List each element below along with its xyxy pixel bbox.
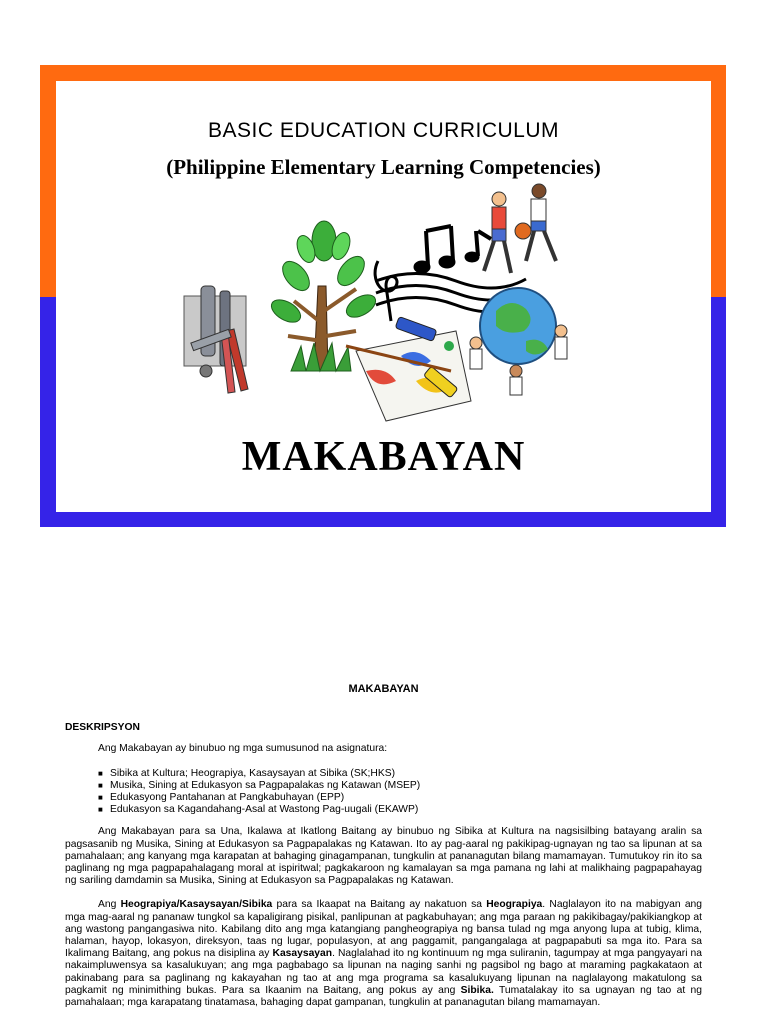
document-heading: MAKABAYAN <box>348 683 419 695</box>
cover-frame <box>40 65 726 527</box>
cover-panel <box>56 81 711 512</box>
list-item <box>98 804 702 816</box>
text-span: . Naglalahad ito ng kontinuum ng mga suliranin, tagumpay at mga pangyayari na nakaimpluwensya sa kasalukuyan; ang mga pagbabago sa lipunan na naging sanhi ng pagsibol ng bago at maraming pagkakataon at pakinabang para sa paglinang ng kakayahan ng tao at ang mga programa sa kasalukuyang lipunan na naglalayong makatulong sa pagkamit ng minimithing bukas. Para sa Ikaanim na Baitang, ang pokus ay ang <box>65 948 703 996</box>
globe-children-icon <box>470 288 567 395</box>
text-span: Tumatalakay ito sa ugnayan ng tao at ng pamahalaan; mga karapatang tinatamasa, bahaging dapat gampanan, tungkulin at pananagutan bilang mamamayan. <box>65 984 702 1009</box>
list-item-text: Edukasyong Pantahanan at Pangkabuhayan (EPP) <box>110 792 345 804</box>
section-heading: DESKRIPSYON <box>65 722 140 734</box>
paragraph-hks <box>65 899 702 1009</box>
intro-text: Ang Makabayan ay binubuo ng mga sumusunod na asignatura: <box>98 743 388 755</box>
bold-term: Sibika <box>241 899 273 911</box>
list-item <box>98 792 702 804</box>
list-item-text: Musika, Sining at Edukasyon sa Pagpapalakas ng Katawan (MSEP) <box>110 779 421 791</box>
athletes-icon <box>484 184 556 273</box>
bold-term: Sibika. <box>460 984 494 996</box>
tools-icon <box>184 286 248 393</box>
cover-title: BASIC EDUCATION CURRICULUM <box>208 119 559 142</box>
paint-palette-icon <box>346 317 471 421</box>
bullet-icon: ■ <box>98 793 103 803</box>
text-span: . Naglalayon ito na mabigyan ang mga mag-aaral ng pananaw tungkol sa kapaligirang pisikal, panlipunan at pagkabuhayan; ang mga paraan ng pakikibagay/pakikiangkop at ang wastong pangangasiwa nito. Kabilang dito ang mga katangiang pangheograpiya ng bansa tulad ng mga anyong lupa at tubig, klima, halaman, hayop, lokasyon, direksyon, taas ng lugar, populasyon, at ang paggamit, pangangalaga at pagpapabuti sa mga ito. Para sa Ikalimang Baitang, ang pokus na disiplina ay <box>65 899 702 960</box>
list-item-text: Edukasyon sa Kagandahang-Asal at Wastong Pag-uugali (EKAWP) <box>110 804 419 816</box>
document-body <box>65 683 702 1009</box>
list-item-text: Sibika at Kultura; Heograpiya, Kasaysayan at Sibika (SK;HKS) <box>110 767 396 779</box>
cover-main-title: MAKABAYAN <box>241 434 526 480</box>
bold-term: / <box>176 899 180 911</box>
bold-term: Kasaysayan <box>272 948 333 960</box>
cover-subtitle: (Philippine Elementary Learning Competencies) <box>166 155 601 179</box>
bold-term: Heograpiya <box>486 899 543 911</box>
bullet-icon: ■ <box>98 768 103 778</box>
bold-term: Kasaysayan <box>179 899 240 911</box>
subject-list <box>65 768 702 817</box>
bullet-icon: ■ <box>98 780 103 790</box>
text-span: para sa Ikaapat na Baitang ay nakatuon sa <box>272 899 487 911</box>
text-span: Ang <box>98 899 121 911</box>
bullet-icon: ■ <box>98 805 103 815</box>
list-item <box>98 780 702 792</box>
list-item <box>98 768 702 780</box>
paragraph-primary-grades: Ang Makabayan para sa Una, Ikalawa at Ikatlong Baitang ay binubuo ng Sibika at Kultura na nagsisilbing batayang aralin sa pagsasanib ng Musika, Sining at Edukasyon sa Pagpapalakas ng Katawan. Ito ay pag-aaral ng pakikipag-ugnayan ng tao sa lipunan at sa pamahalaan; ang kanyang mga karapatan at bahaging ginagampanan, tungkulin at pananagutan bilang mamamayan. Tumutukoy rin ito sa paglinang ng mga pagpapahalagang moral at ispiritwal; pagkakaroon ng kamalayan sa mga pamana ng lahi at malikhaing pagpapahayag ng sariling damdamin sa Musika, Sining at Edukasyon sa Pagpapalakas ng Katawan. <box>65 826 702 887</box>
bold-term: / <box>239 899 242 911</box>
bold-term: Heograpiya <box>120 899 177 911</box>
